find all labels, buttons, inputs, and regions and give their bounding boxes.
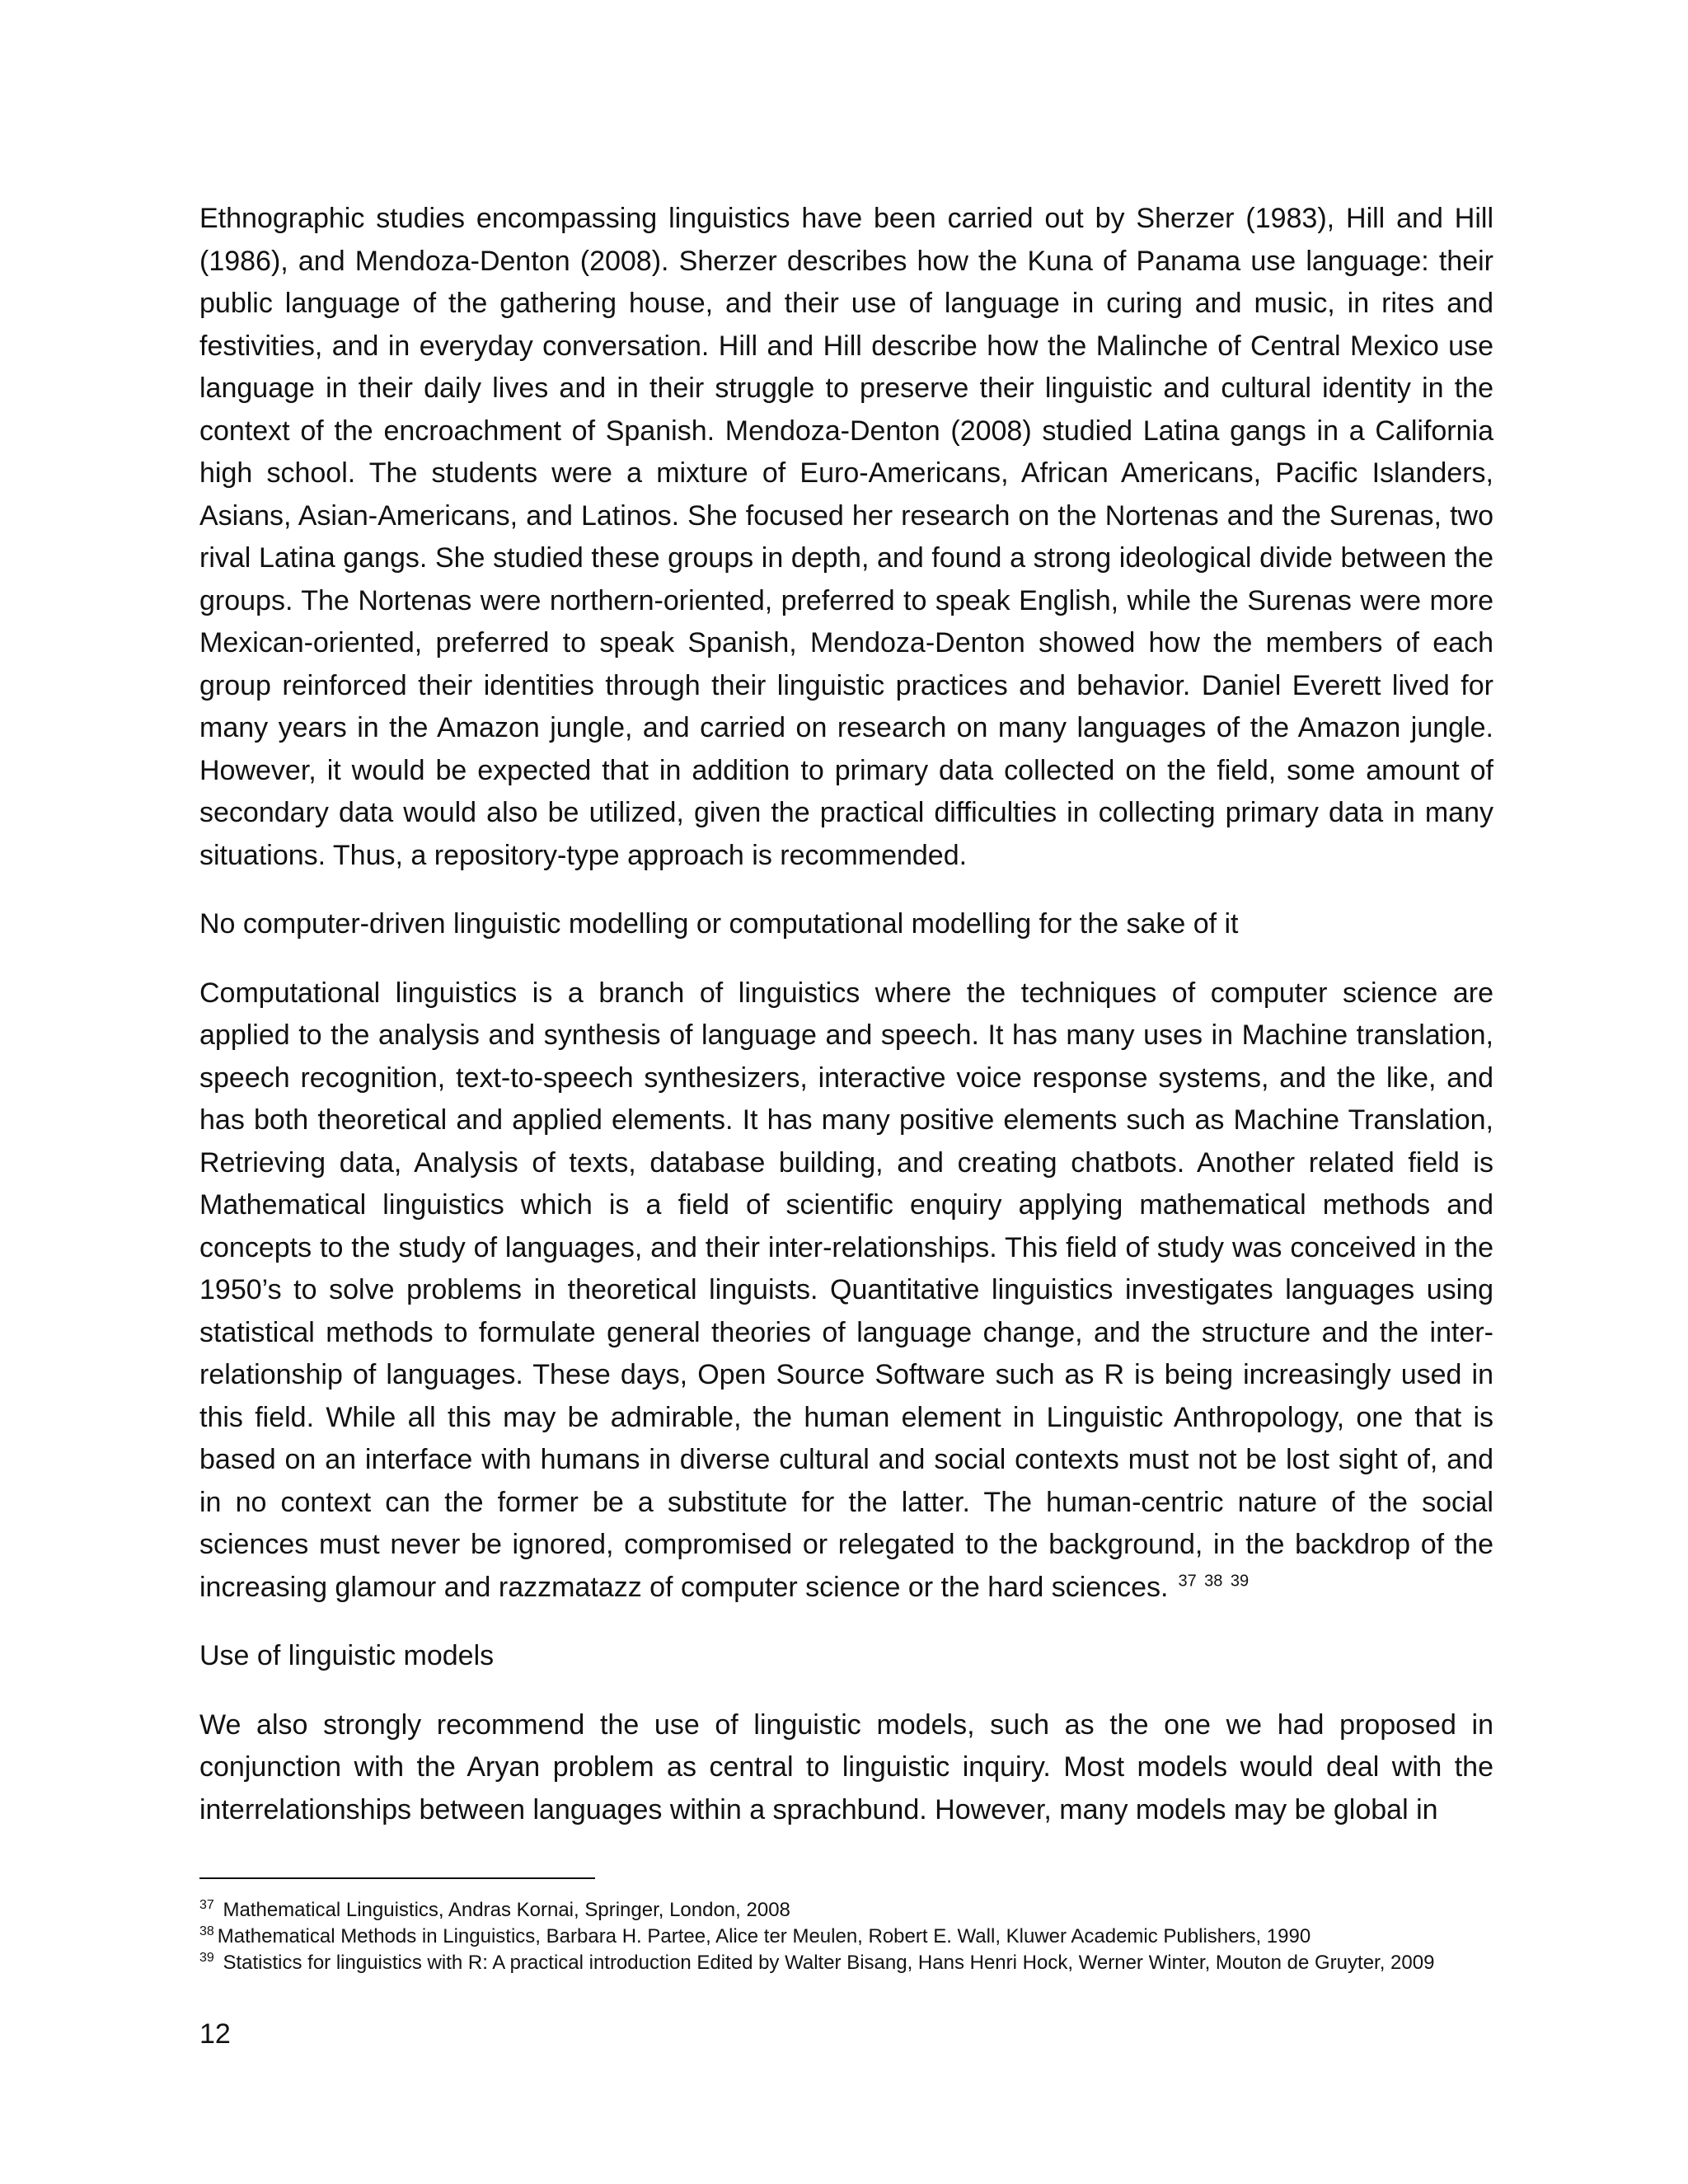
footnote-37 xyxy=(199,1897,1493,1924)
footnote-text-37: Mathematical Linguistics, Andras Kornai, Springer, London, 2008 xyxy=(217,1899,790,1921)
footnote-number-39: 39 xyxy=(199,1951,214,1965)
page-body xyxy=(199,198,1493,2159)
footnote-reference-37[interactable]: 37 xyxy=(1178,1572,1197,1591)
footnote-text-39: Statistics for linguistics with R: A practical introduction Edited by Walter Bisang, Hans Henri Hock, Werner Winter, Mouton de Gruyter, 2009 xyxy=(217,1952,1435,1974)
footnote-reference-39[interactable]: 39 xyxy=(1230,1572,1250,1591)
paragraph-ethnographic-studies: Ethnographic studies encompassing linguistics have been carried out by Sherzer (1983), Hill and Hill (1986), and Mendoza-Denton (2008). Sherzer describes how the Kuna of Panama use language: their public language of the gathering house, and their use of language in curing and music, in rites and festivities, and in everyday conversation. Hill and Hill describe how the Malinche of Central Mexico use language in their daily lives and in their struggle to preserve their linguistic and cultural identity in the context of the encroachment of Spanish. Mendoza-Denton (2008) studied Latina gangs in a California high school. The students were a mixture of Euro-Americans, African Americans, Pacific Islanders, Asians, Asian-Americans, and Latinos. She focused her research on the Nortenas and the Surenas, two rival Latina gangs. She studied these groups in depth, and found a strong ideological divide between the groups. The Nortenas were northern-oriented, preferred to speak English, while the Surenas were more Mexican-oriented, preferred to speak Spanish, Mendoza-Denton showed how the members of each group reinforced their identities through their linguistic practices and behavior. Daniel Everett lived for many years in the Amazon jungle, and carried on research on many languages of the Amazon jungle. However, it would be expected that in addition to primary data collected on the field, some amount of secondary data would also be utilized, given the practical difficulties in collecting primary data in many situations. Thus, a repository-type approach is recommended. xyxy=(199,203,1493,871)
footnote-39 xyxy=(199,1950,1493,1976)
footnote-reference-group xyxy=(1178,1572,1249,1603)
footnote-number-37: 37 xyxy=(199,1898,214,1912)
paragraph-computational-linguistics-text: Computational linguistics is a branch of linguistics where the techniques of computer science are applied to the analysis and synthesis of language and speech. It has many uses in Machine translation, speech recognition, text-to-speech synthesizers, interactive voice response systems, and the like, and has both theoretical and applied elements. It has many positive elements such as Machine Translation, Retrieving data, Analysis of texts, database building, and creating chatbots. Another related field is Mathematical linguistics which is a field of scientific enquiry applying mathematical methods and concepts to the study of languages, and their inter-relationships. This field of study was conceived in the 1950’s to solve problems in theoretical linguists. Quantitative linguistics investigates languages using statistical methods to formulate general theories of language change, and the structure and the inter-relationship of languages. These days, Open Source Software such as R is being increasingly used in this field. While all this may be admirable, the human element in Linguistic Anthropology, one that is based on an interface with humans in diverse cultural and social contexts must not be lost sight of, and in no context can the former be a substitute for the latter. The human-centric nature of the social sciences must never be ignored, compromised or relegated to the background, in the backdrop of the increasing glamour and razzmatazz of computer science or the hard sciences. xyxy=(199,977,1493,1603)
footnotes-section xyxy=(199,1877,1493,1976)
footnote-text-38: Mathematical Methods in Linguistics, Barbara H. Partee, Alice ter Meulen, Robert E. Wall, Kluwer Academic Publishers, 1990 xyxy=(217,1925,1311,1947)
page-number: 12 xyxy=(199,2018,231,2050)
paragraph-linguistic-models: We also strongly recommend the use of linguistic models, such as the one we had proposed in conjunction with the Aryan problem as central to linguistic inquiry. Most models would deal with the interrelationships between languages within a sprachbund. However, many models may be global in xyxy=(199,1708,1493,1825)
footnote-reference-38[interactable]: 38 xyxy=(1204,1572,1223,1591)
footnote-divider xyxy=(199,1877,595,1879)
footnote-number-38: 38 xyxy=(199,1924,214,1938)
section-heading-linguistic-models: Use of linguistic models xyxy=(199,1640,495,1671)
footnote-38 xyxy=(199,1924,1493,1950)
section-heading-computational-modelling: No computer-driven linguistic modelling or computational modelling for the sake of it xyxy=(199,908,1239,940)
paragraph-computational-linguistics xyxy=(199,972,1493,1610)
